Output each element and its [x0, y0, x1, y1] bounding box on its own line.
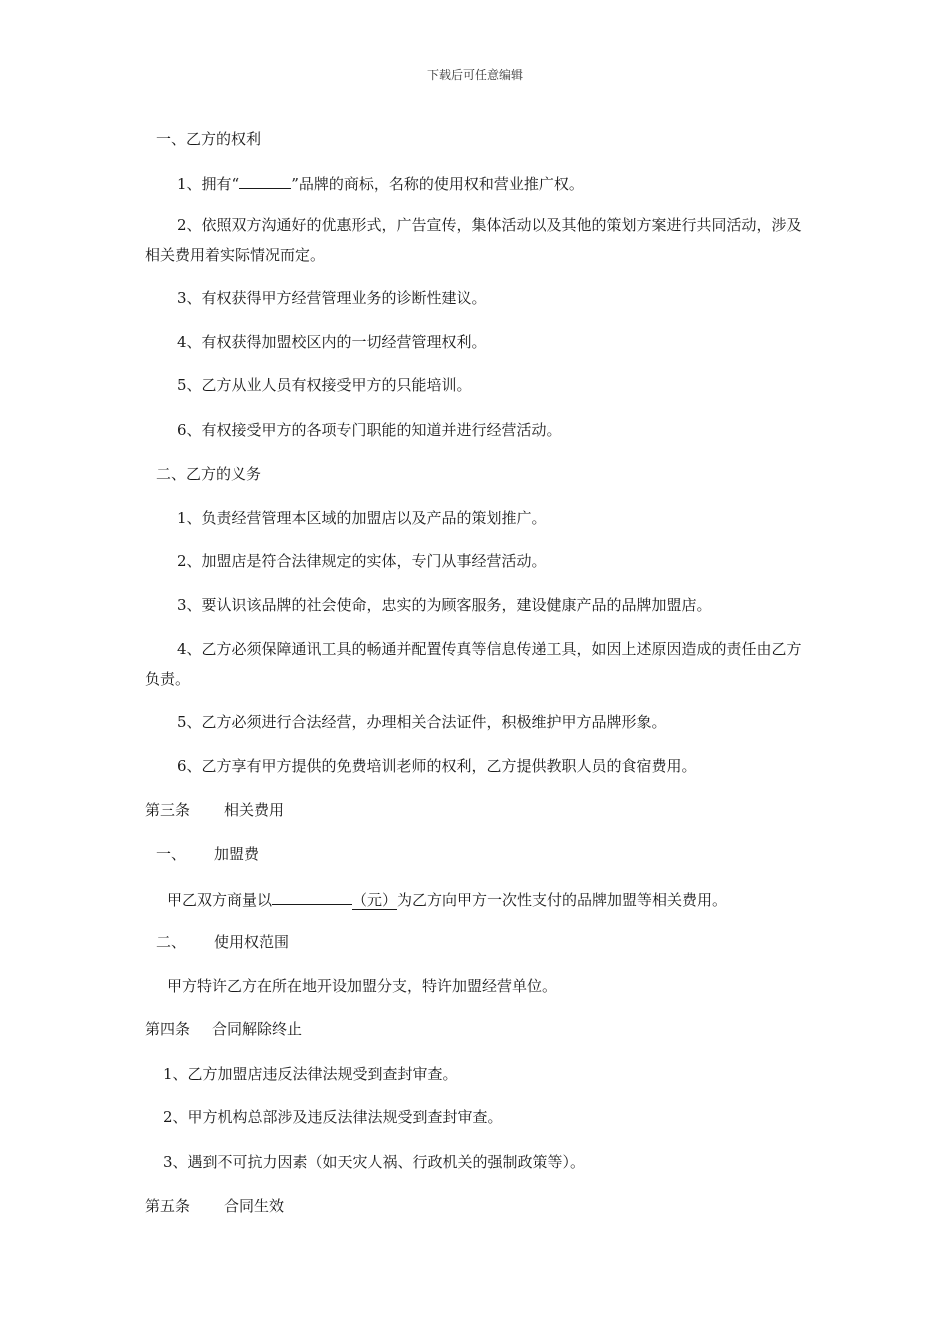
article-3-title: 相关费用: [224, 801, 285, 819]
termination-item-1: 1、乙方加盟店违反法律法规受到查封审查。: [163, 1065, 458, 1083]
section-heading-rights: 一、乙方的权利: [156, 130, 262, 148]
obligations-item-1: 1、负责经营管理本区域的加盟店以及产品的策划推广。: [177, 509, 547, 527]
fee-subheading: [156, 844, 259, 864]
rights-item-3: 3、有权获得甲方经营管理业务的诊断性建议。: [177, 289, 487, 307]
termination-item-3: 3、遇到不可抗力因素（如天灾人祸、行政机关的强制政策等）。: [163, 1153, 586, 1171]
fee-clause-suffix: 为乙方向甲方一次性支付的品牌加盟等相关费用。: [397, 891, 728, 909]
obligations-item-6: 6、乙方享有甲方提供的免费培训老师的权利，乙方提供教职人员的食宿费用。: [177, 757, 697, 775]
fee-unit: （元）: [352, 891, 398, 909]
obligations-item-4: 4、乙方必须保障通讯工具的畅通并配置传真等信息传递工具，如因上述原因造成的责任由乙方负责。: [145, 640, 802, 688]
scope-subheading-title: 使用权范围: [214, 933, 290, 951]
obligations-item-2: 2、加盟店是符合法律规定的实体，专门从事经营活动。: [177, 552, 547, 570]
rights-item-6: 6、有权接受甲方的各项专门职能的知道并进行经营活动。: [177, 421, 562, 439]
article-3-number: 第三条: [145, 801, 191, 819]
fee-clause: [167, 888, 727, 910]
rights-item-4: 4、有权获得加盟校区内的一切经营管理权利。: [177, 333, 487, 351]
rights-item-2: 2、依照双方沟通好的优惠形式，广告宣传，集体活动以及其他的策划方案进行共同活动，涉及相关费用着实际情况而定。: [145, 216, 802, 264]
article-4-heading: [145, 1019, 302, 1039]
rights-item-1-suffix: ”品牌的商标，名称的使用权和营业推广权。: [291, 175, 584, 193]
article-5-number: 第五条: [145, 1197, 191, 1215]
article-5-heading: [145, 1196, 284, 1216]
fee-subheading-number: 一、: [156, 845, 187, 863]
rights-item-1: [177, 172, 584, 194]
article-3-heading: [145, 800, 284, 820]
page-header: 下载后可任意编辑: [426, 68, 523, 82]
obligations-item-3: 3、要认识该品牌的社会使命，忠实的为顾客服务，建设健康产品的品牌加盟店。: [177, 596, 712, 614]
scope-subheading-number: 二、: [156, 933, 187, 951]
fee-clause-prefix: 甲乙双方商量以: [167, 891, 273, 909]
section-heading-obligations: 二、乙方的义务: [156, 465, 262, 483]
fee-subheading-title: 加盟费: [214, 845, 260, 863]
article-4-title: 合同解除终止: [212, 1020, 303, 1038]
rights-item-1-number: 1、: [177, 175, 202, 193]
article-4-number: 第四条: [145, 1020, 191, 1038]
brand-name-blank: [239, 172, 291, 189]
rights-item-5: 5、乙方从业人员有权接受甲方的只能培训。: [177, 376, 472, 394]
rights-item-1-prefix: 拥有“: [201, 175, 240, 193]
scope-clause: 甲方特许乙方在所在地开设加盟分支，特许加盟经营单位。: [167, 977, 558, 995]
scope-subheading: [156, 932, 289, 952]
obligations-item-5: 5、乙方必须进行合法经营，办理相关合法证件，积极维护甲方品牌形象。: [177, 713, 667, 731]
fee-amount-blank: [272, 888, 352, 905]
termination-item-2: 2、甲方机构总部涉及违反法律法规受到查封审查。: [163, 1108, 503, 1126]
article-5-title: 合同生效: [224, 1197, 285, 1215]
